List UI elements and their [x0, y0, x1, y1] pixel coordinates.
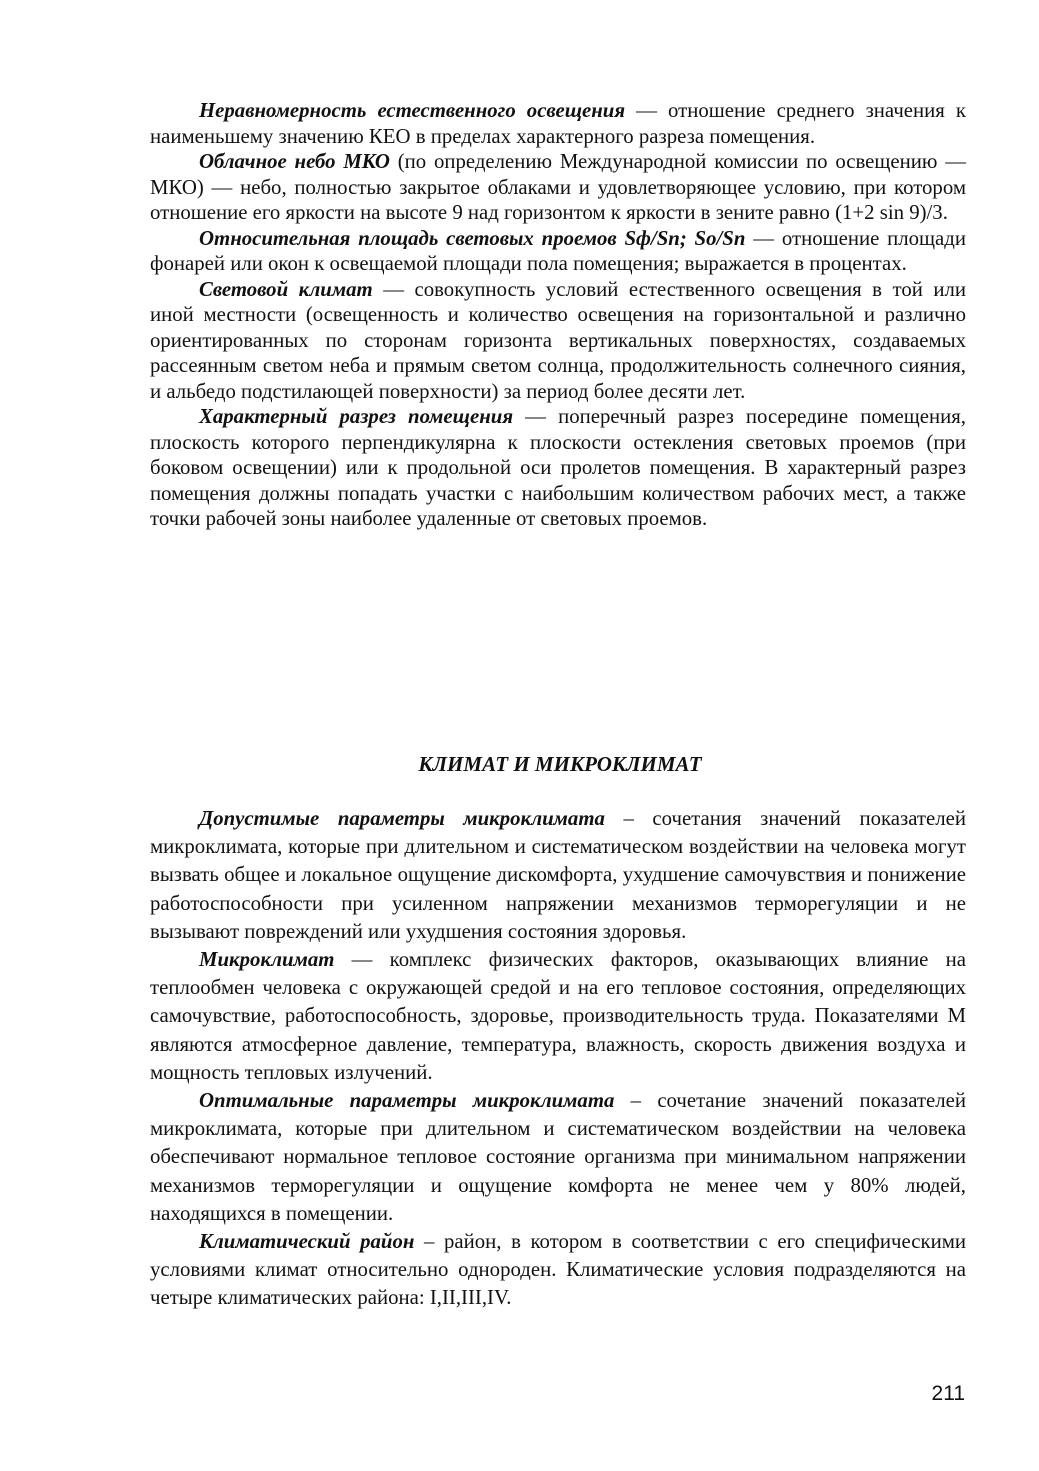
definition-text: — отношение среднего значения к наименьшему значению КЕО в пределах характерного разреза помещения. [150, 99, 967, 148]
definition-term: Микроклимат [199, 948, 335, 972]
section-heading [150, 750, 966, 778]
definition-text: – сочетания значений показателей микроклимата, которые при длительном и систематическом воздействии на человека могут вызвать общее и локальное ощущение дискомфорта, ухудшение самочувствия и понижение работоспособности при усиленном напряжении механизмов терморегуляции и не вызывают повреждений или ухудшения состояния здоровья. [150, 807, 966, 943]
definition-paragraph [150, 805, 966, 946]
page-number: 211 [931, 1382, 965, 1405]
definition-paragraph [150, 404, 966, 532]
definition-paragraph [150, 1087, 966, 1228]
section-heading-text: КЛИМАТ И МИКРОКЛИМАТ [418, 752, 702, 776]
definition-text: – район, в котором в соответствии с его специфическими условиями климат относительно однороден. Климатические условия подразделяются на четыре климатических района: I,II,III,IV. [150, 1230, 967, 1310]
definition-term: Допустимые параметры микроклимата [199, 807, 605, 830]
definition-term: Относительная площадь световых проемов Sф/Sп; Sо/Sп [199, 226, 746, 250]
definition-paragraph [150, 98, 966, 149]
definition-text: – сочетание значений показателей микроклимата, которые при длительном и систематическом воздействии на человека обеспечивают нормальное тепловое состояние организма при минимальном напряжении механизмов терморегуляции и ощущение комфорта не менее чем у 80% людей, находящихся в помещении. [150, 1089, 966, 1225]
definition-text: — комплекс физических факторов, оказывающих влияние на теплообмен человека с окружающей средой и на его тепловое состояния, определяющих самочувствие, работоспособность, здоровье, производительность труда. Показателями М являются атмосферное давление, температура, влажность, скорость движения воздуха и мощность тепловых излучений. [150, 948, 966, 1084]
definition-text: — поперечный разрез посередине помещения, плоскость которого перпендикулярна к плоскости остекления световых проемов (при боковом освещении) или к продольной оси пролетов помещения. В характерный разрез помещения должны попадать участки с наибольшим количеством рабочих мест, а также точки рабочей зоны наиболее удаленные от световых проемов. [150, 405, 967, 530]
definition-paragraph [150, 1228, 966, 1313]
definition-text: — отношение площади фонарей или окон к освещаемой площади пола помещения; выражается в процентах. [150, 226, 966, 275]
definition-text: (по определению Международной комиссии по освещению — МКО) — небо, полностью закрытое облаками и удовлетворяющее условию, при котором отношение его яркости на высоте 9 над горизонтом к яркости в зените равно (1+2 sin 9)/3. [150, 150, 967, 224]
definition-term: Световой климат [199, 277, 373, 301]
bottom-definitions [150, 805, 966, 1313]
top-definitions [150, 98, 966, 532]
definition-term: Неравномерность естественного освещения [199, 99, 626, 122]
definition-term: Климатический район [199, 1230, 415, 1254]
definition-text: — совокупность условий естественного освещения в той или иной местности (освещенность и количество освещения на горизонтальной и различно ориентированных по сторонам горизонта вертикальных поверхностях, создаваемых рассеянным светом неба и прямым светом солнца, продолжительность солнечного сияния, и альбедо подстилающей поверхности) за период более десяти лет. [150, 277, 967, 403]
definition-paragraph [150, 946, 966, 1087]
definition-term: Оптимальные параметры микроклимата [199, 1089, 615, 1113]
definition-term: Облачное небо МКО [199, 150, 390, 173]
definition-paragraph [150, 149, 966, 226]
definition-term: Характерный разрез помещения [199, 405, 514, 428]
definition-paragraph [150, 226, 966, 277]
definition-paragraph [150, 277, 966, 405]
